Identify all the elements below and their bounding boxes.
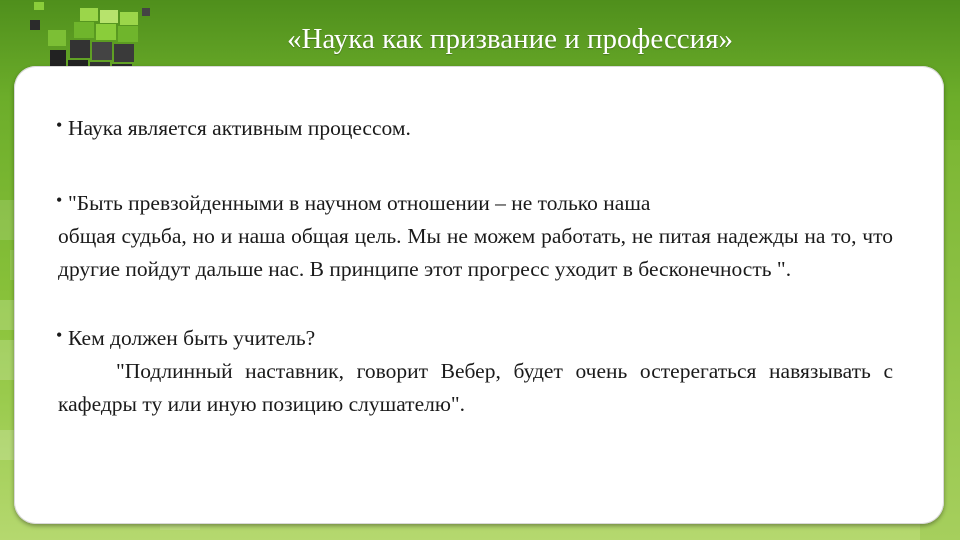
bullet-text: Кем должен быть учитель?	[68, 326, 316, 350]
bullet-glyph: •	[56, 325, 63, 345]
bullet-glyph: •	[56, 115, 63, 135]
bullet-text: Наука является активным процессом.	[68, 116, 411, 140]
bullet-item	[58, 112, 893, 149]
bullet-item	[58, 187, 893, 220]
paragraph-continuation: общая судьба, но и наша общая цель. Мы не можем работать, не питая надежды на то, что другие пойдут дальше нас. В принципе этот прогресс уходит в бесконечность ".	[58, 224, 893, 281]
bullet-glyph: •	[56, 190, 63, 210]
bullet-item	[58, 322, 893, 355]
slide-body	[58, 112, 893, 421]
slide-title: «Наука как призвание и профессия»	[286, 23, 734, 55]
quote-paragraph: "Подлинный наставник, говорит Вебер, будет очень остерегаться навязывать с кафедры ту или иную позицию слушателю".	[58, 359, 893, 416]
bullet-text: "Быть превзойденными в научном отношении – не только наша	[68, 191, 651, 215]
